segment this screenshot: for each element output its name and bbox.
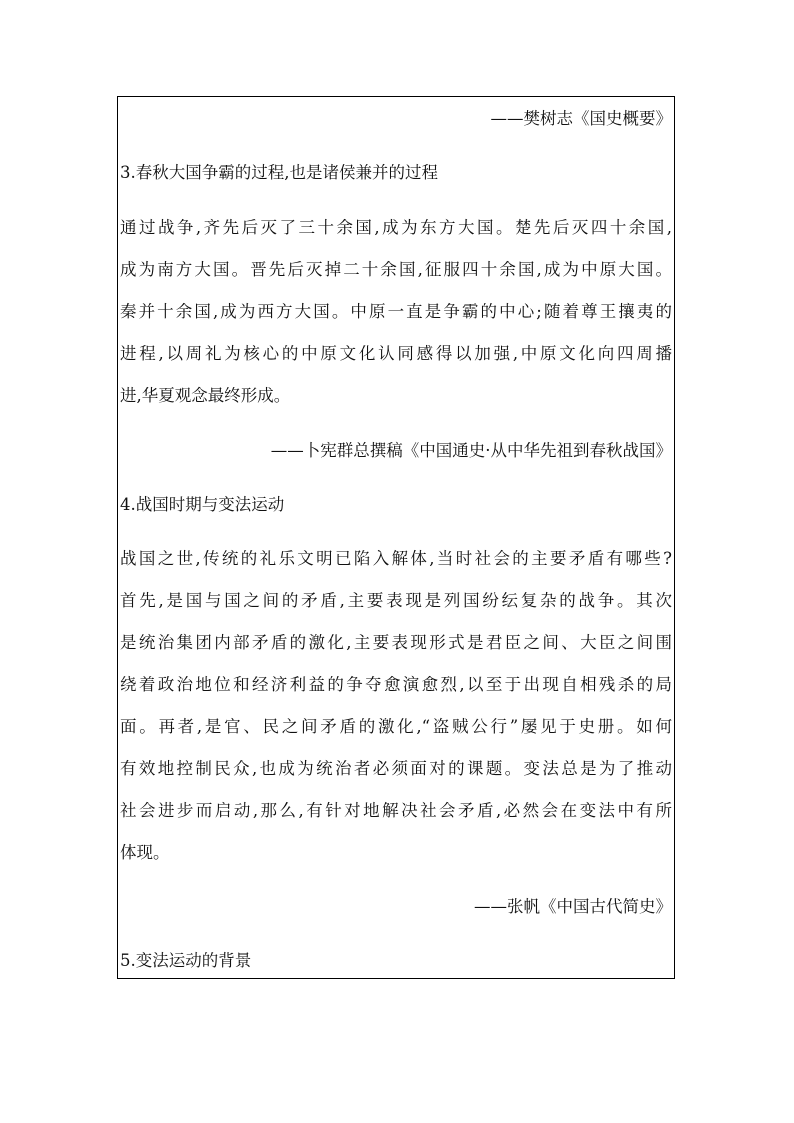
paragraph-line: 首先,是国与国之间的矛盾,主要表现是列国纷纭复杂的战争。其次 — [120, 591, 672, 610]
paragraph-line: 体现。 — [120, 843, 170, 862]
citation-fan-shuzhi: ——樊树志《国史概要》 — [490, 109, 672, 128]
section-heading-4: 4.战国时期与变法运动 — [120, 495, 285, 514]
document-table-cell — [117, 96, 675, 979]
paragraph-line: 面。再者,是官、民之间矛盾的激化,“盗贼公行”屡见于史册。如何 — [120, 717, 672, 736]
paragraph-line: 秦并十余国,成为西方大国。中原一直是争霸的中心;随着尊王攘夷的 — [120, 302, 672, 321]
paragraph-line: 是统治集团内部矛盾的激化,主要表现形式是君臣之间、大臣之间围 — [120, 633, 672, 652]
paragraph-line: 绕着政治地位和经济利益的争夺愈演愈烈,以至于出现自相残杀的局 — [120, 675, 672, 694]
paragraph-line: 进,华夏观念最终形成。 — [120, 386, 291, 405]
paragraph-line: 有效地控制民众,也成为统治者必须面对的课题。变法总是为了推动 — [120, 759, 672, 778]
citation-zhang-fan: ——张帆《中国古代简史》 — [474, 897, 672, 916]
paragraph-line: 通过战争,齐先后灭了三十余国,成为东方大国。楚先后灭四十余国, — [120, 218, 672, 237]
paragraph-line: 战国之世,传统的礼乐文明已陷入解体,当时社会的主要矛盾有哪些? — [120, 549, 672, 568]
paragraph-line: 进程,以周礼为核心的中原文化认同感得以加强,中原文化向四周播 — [120, 344, 672, 363]
citation-bu-xianqun: ——卜宪群总撰稿《中国通史·从中华先祖到春秋战国》 — [270, 441, 672, 460]
section-heading-5: 5.变法运动的背景 — [120, 951, 252, 970]
paragraph-line: 社会进步而启动,那么,有针对地解决社会矛盾,必然会在变法中有所 — [120, 801, 672, 820]
paragraph-line: 成为南方大国。晋先后灭掉二十余国,征服四十余国,成为中原大国。 — [120, 260, 672, 279]
section-heading-3: 3.春秋大国争霸的过程,也是诸侯兼并的过程 — [120, 163, 438, 182]
